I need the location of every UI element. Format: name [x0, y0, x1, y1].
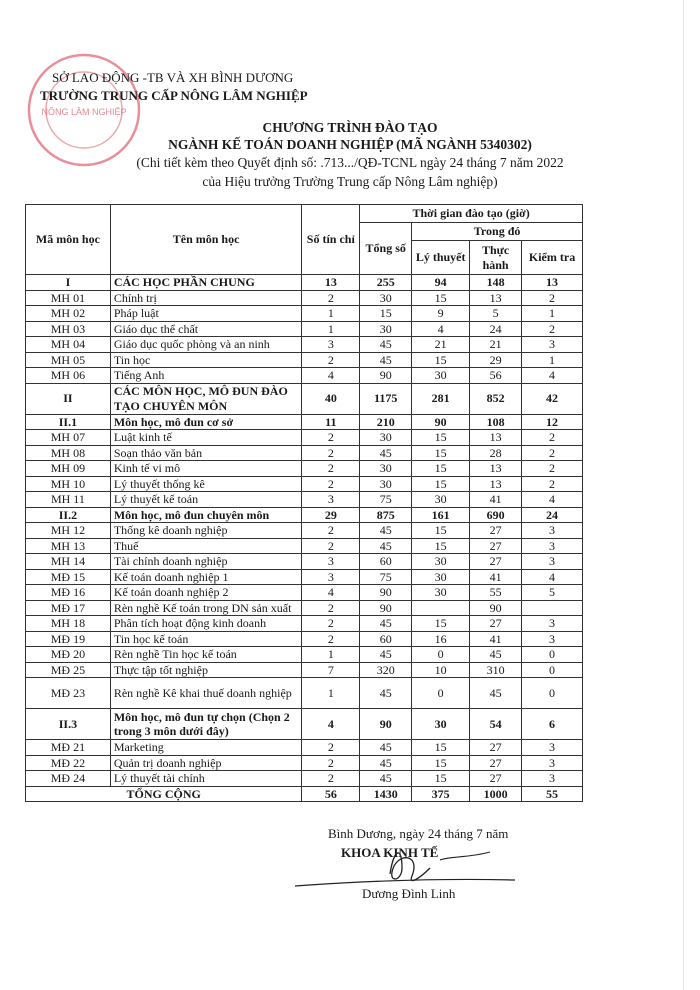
row-total: 60 [360, 554, 412, 570]
row-practice: 45 [470, 678, 522, 709]
row-name: Rèn nghề Tin học kế toán [110, 647, 302, 663]
row-name: Thống kê doanh nghiệp [110, 523, 302, 539]
row-name: Chính trị [110, 290, 302, 306]
row-name: Marketing [110, 740, 302, 756]
row-theory: 9 [412, 306, 470, 322]
col-header-name: Tên môn học [110, 205, 302, 275]
row-credits: 2 [302, 771, 360, 787]
row-code: MH 05 [26, 352, 111, 368]
row-exam [522, 600, 583, 616]
row-practice: 54 [470, 709, 522, 740]
row-total: 90 [360, 585, 412, 601]
row-code: MH 18 [26, 616, 111, 632]
row-exam: 12 [522, 414, 583, 430]
row-total: 30 [360, 321, 412, 337]
signer-name: Dương Đình Linh [362, 886, 456, 901]
table-body [26, 275, 583, 787]
row-code: MĐ 25 [26, 662, 111, 678]
row-total: 60 [360, 631, 412, 647]
row-credits: 1 [302, 321, 360, 337]
row-name: CÁC MÔN HỌC, MÔ ĐUN ĐÀO TẠO CHUYÊN MÔN [110, 383, 302, 414]
row-credits: 29 [302, 507, 360, 523]
row-code: II.2 [26, 507, 111, 523]
table-row [26, 476, 583, 492]
row-code: MH 01 [26, 290, 111, 306]
row-total: 75 [360, 492, 412, 508]
row-practice: 13 [470, 476, 522, 492]
row-total: 45 [360, 523, 412, 539]
row-total: 30 [360, 290, 412, 306]
table-row [26, 492, 583, 508]
row-theory: 21 [412, 337, 470, 353]
col-header-credits: Số tín chỉ [302, 205, 360, 275]
row-practice: 41 [470, 631, 522, 647]
row-credits: 2 [302, 461, 360, 477]
row-total: 90 [360, 368, 412, 384]
row-practice: 41 [470, 569, 522, 585]
row-total: 90 [360, 709, 412, 740]
row-name: Kế toán doanh nghiệp 1 [110, 569, 302, 585]
row-exam: 24 [522, 507, 583, 523]
row-total: 30 [360, 461, 412, 477]
row-name: Kế toán doanh nghiệp 2 [110, 585, 302, 601]
total-label: TỔNG CỘNG [26, 786, 302, 802]
row-name: Phân tích hoạt động kinh doanh [110, 616, 302, 632]
total-theory: 375 [412, 786, 470, 802]
row-practice: 108 [470, 414, 522, 430]
row-exam: 1 [522, 306, 583, 322]
table-row [26, 507, 583, 523]
row-credits: 7 [302, 662, 360, 678]
row-theory: 15 [412, 755, 470, 771]
row-credits: 2 [302, 631, 360, 647]
row-practice: 148 [470, 275, 522, 291]
row-code: II.3 [26, 709, 111, 740]
row-code: MH 04 [26, 337, 111, 353]
row-practice: 27 [470, 538, 522, 554]
org-line-2: TRƯỜNG TRUNG CẤP NÔNG LÂM NGHIỆP [40, 88, 308, 103]
row-exam: 1 [522, 352, 583, 368]
table-row [26, 523, 583, 539]
row-exam: 3 [522, 538, 583, 554]
row-name: Môn học, mô đun cơ sở [110, 414, 302, 430]
col-header-theory: Lý thuyết [412, 241, 470, 275]
row-code: I [26, 275, 111, 291]
row-exam: 3 [522, 523, 583, 539]
row-exam: 3 [522, 631, 583, 647]
decision-line: (Chi tiết kèm theo Quyết định số: .713.../QĐ-TCNL ngày 24 tháng 7 năm 2022 [136, 155, 564, 170]
row-theory: 30 [412, 492, 470, 508]
row-credits: 2 [302, 740, 360, 756]
row-credits: 1 [302, 306, 360, 322]
row-code: MĐ 22 [26, 755, 111, 771]
row-name: Giáo dục quốc phòng và an ninh [110, 337, 302, 353]
table-row [26, 585, 583, 601]
row-theory: 30 [412, 554, 470, 570]
row-practice: 13 [470, 430, 522, 446]
col-header-practice: Thực hành [470, 241, 522, 275]
row-practice: 45 [470, 647, 522, 663]
program-title: NGÀNH KẾ TOÁN DOANH NGHIỆP (MÃ NGÀNH 5340302) [168, 137, 532, 152]
row-practice: 55 [470, 585, 522, 601]
row-theory: 94 [412, 275, 470, 291]
table-row [26, 275, 583, 291]
row-theory [412, 600, 470, 616]
row-exam: 13 [522, 275, 583, 291]
row-credits: 40 [302, 383, 360, 414]
row-theory: 16 [412, 631, 470, 647]
row-exam: 2 [522, 321, 583, 337]
curriculum-table [25, 204, 583, 802]
table-row [26, 306, 583, 322]
row-theory: 0 [412, 678, 470, 709]
table-row [26, 368, 583, 384]
row-credits: 3 [302, 554, 360, 570]
row-code: MH 08 [26, 445, 111, 461]
row-credits: 4 [302, 709, 360, 740]
row-code: MĐ 21 [26, 740, 111, 756]
row-practice: 24 [470, 321, 522, 337]
row-theory: 15 [412, 538, 470, 554]
row-code: MH 02 [26, 306, 111, 322]
row-theory: 30 [412, 709, 470, 740]
table-row [26, 740, 583, 756]
row-theory: 90 [412, 414, 470, 430]
row-credits: 3 [302, 337, 360, 353]
row-credits: 2 [302, 616, 360, 632]
total-credits: 56 [302, 786, 360, 802]
place-date: Bình Dương, ngày 24 tháng 7 năm [328, 826, 509, 841]
org-line-1: SỞ LAO ĐỘNG -TB VÀ XH BÌNH DƯƠNG [52, 70, 294, 85]
row-credits: 2 [302, 523, 360, 539]
row-practice: 13 [470, 461, 522, 477]
row-theory: 15 [412, 430, 470, 446]
row-exam: 3 [522, 337, 583, 353]
row-code: MH 10 [26, 476, 111, 492]
total-hours: 1430 [360, 786, 412, 802]
row-practice: 13 [470, 290, 522, 306]
row-name: Soạn thảo văn bản [110, 445, 302, 461]
row-total: 45 [360, 740, 412, 756]
row-name: Lý thuyết kế toán [110, 492, 302, 508]
row-practice: 27 [470, 554, 522, 570]
row-name: Giáo dục thể chất [110, 321, 302, 337]
row-credits: 2 [302, 445, 360, 461]
row-exam: 3 [522, 740, 583, 756]
row-code: MH 07 [26, 430, 111, 446]
row-credits: 2 [302, 430, 360, 446]
row-credits: 11 [302, 414, 360, 430]
row-practice: 27 [470, 523, 522, 539]
row-name: Tin học kế toán [110, 631, 302, 647]
row-name: Quản trị doanh nghiệp [110, 755, 302, 771]
row-theory: 30 [412, 585, 470, 601]
row-name: Môn học, mô đun chuyên môn [110, 507, 302, 523]
table-row [26, 600, 583, 616]
table-row [26, 647, 583, 663]
table-row [26, 631, 583, 647]
row-theory: 15 [412, 771, 470, 787]
row-exam: 3 [522, 616, 583, 632]
row-practice: 27 [470, 616, 522, 632]
row-theory: 4 [412, 321, 470, 337]
row-practice: 56 [470, 368, 522, 384]
row-total: 45 [360, 337, 412, 353]
row-code: MH 06 [26, 368, 111, 384]
row-practice: 28 [470, 445, 522, 461]
table-row [26, 352, 583, 368]
row-name: Rèn nghề Kế toán trong DN sản xuất [110, 600, 302, 616]
row-code: MĐ 15 [26, 569, 111, 585]
total-exam: 55 [522, 786, 583, 802]
col-header-exam: Kiểm tra [522, 241, 583, 275]
department-name: KHOA KINH TẾ [341, 845, 439, 860]
row-practice: 852 [470, 383, 522, 414]
row-total: 45 [360, 538, 412, 554]
row-exam: 0 [522, 678, 583, 709]
table-row [26, 616, 583, 632]
table-row [26, 321, 583, 337]
table-row [26, 290, 583, 306]
table-row [26, 755, 583, 771]
row-name: Tiếng Anh [110, 368, 302, 384]
row-total: 210 [360, 414, 412, 430]
row-name: Tài chính doanh nghiệp [110, 554, 302, 570]
row-total: 45 [360, 647, 412, 663]
row-total: 320 [360, 662, 412, 678]
row-exam: 2 [522, 461, 583, 477]
table-row [26, 678, 583, 709]
row-code: MĐ 19 [26, 631, 111, 647]
row-practice: 5 [470, 306, 522, 322]
row-name: Kinh tế vi mô [110, 461, 302, 477]
row-code: II [26, 383, 111, 414]
row-theory: 161 [412, 507, 470, 523]
row-exam: 42 [522, 383, 583, 414]
col-header-code: Mã môn học [26, 205, 111, 275]
document-title: CHƯƠNG TRÌNH ĐÀO TẠO [262, 120, 438, 135]
table-row [26, 662, 583, 678]
row-total: 45 [360, 445, 412, 461]
row-theory: 15 [412, 352, 470, 368]
table-row [26, 445, 583, 461]
table-row [26, 569, 583, 585]
row-total: 30 [360, 430, 412, 446]
table-row [26, 337, 583, 353]
row-name: Pháp luật [110, 306, 302, 322]
total-practice: 1000 [470, 786, 522, 802]
row-theory: 15 [412, 523, 470, 539]
row-total: 45 [360, 755, 412, 771]
row-credits: 2 [302, 755, 360, 771]
row-total: 45 [360, 616, 412, 632]
row-credits: 13 [302, 275, 360, 291]
row-name: Rèn nghề Kê khai thuế doanh nghiệp [110, 678, 302, 709]
row-credits: 2 [302, 476, 360, 492]
row-total: 255 [360, 275, 412, 291]
row-theory: 15 [412, 616, 470, 632]
row-practice: 690 [470, 507, 522, 523]
row-name: Thực tập tốt nghiệp [110, 662, 302, 678]
row-credits: 2 [302, 538, 360, 554]
row-exam: 4 [522, 492, 583, 508]
row-code: MĐ 17 [26, 600, 111, 616]
row-credits: 2 [302, 290, 360, 306]
row-name: Luật kinh tế [110, 430, 302, 446]
row-exam: 2 [522, 476, 583, 492]
row-credits: 4 [302, 368, 360, 384]
row-theory: 0 [412, 647, 470, 663]
row-exam: 3 [522, 755, 583, 771]
row-practice: 27 [470, 740, 522, 756]
row-theory: 30 [412, 368, 470, 384]
row-code: MH 14 [26, 554, 111, 570]
row-code: II.1 [26, 414, 111, 430]
row-exam: 3 [522, 554, 583, 570]
issuer-line: của Hiệu trưởng Trường Trung cấp Nông Lâm nghiệp) [202, 174, 498, 189]
row-theory: 15 [412, 740, 470, 756]
row-credits: 1 [302, 647, 360, 663]
row-total: 90 [360, 600, 412, 616]
row-theory: 15 [412, 290, 470, 306]
row-code: MĐ 16 [26, 585, 111, 601]
row-credits: 3 [302, 569, 360, 585]
row-practice: 310 [470, 662, 522, 678]
row-theory: 10 [412, 662, 470, 678]
col-header-total: Tổng số [360, 223, 412, 275]
row-practice: 29 [470, 352, 522, 368]
row-practice: 41 [470, 492, 522, 508]
row-total: 15 [360, 306, 412, 322]
row-code: MH 13 [26, 538, 111, 554]
row-theory: 281 [412, 383, 470, 414]
row-name: CÁC HỌC PHẦN CHUNG [110, 275, 302, 291]
row-name: Thuế [110, 538, 302, 554]
row-name: Môn học, mô đun tự chọn (Chọn 2 trong 3 môn dưới đây) [110, 709, 302, 740]
row-theory: 15 [412, 476, 470, 492]
table-row [26, 383, 583, 414]
row-practice: 27 [470, 771, 522, 787]
col-header-of-which: Trong đó [412, 223, 583, 241]
row-theory: 30 [412, 569, 470, 585]
row-exam: 2 [522, 290, 583, 306]
table-row [26, 430, 583, 446]
table-row [26, 709, 583, 740]
row-credits: 1 [302, 678, 360, 709]
row-exam: 2 [522, 430, 583, 446]
row-practice: 90 [470, 600, 522, 616]
row-total: 75 [360, 569, 412, 585]
row-total: 875 [360, 507, 412, 523]
row-exam: 4 [522, 569, 583, 585]
row-theory: 15 [412, 445, 470, 461]
row-total: 30 [360, 476, 412, 492]
row-code: MH 03 [26, 321, 111, 337]
row-total: 45 [360, 352, 412, 368]
row-code: MĐ 20 [26, 647, 111, 663]
row-exam: 0 [522, 662, 583, 678]
row-exam: 5 [522, 585, 583, 601]
row-code: MH 12 [26, 523, 111, 539]
row-exam: 2 [522, 445, 583, 461]
row-credits: 2 [302, 352, 360, 368]
row-exam: 6 [522, 709, 583, 740]
row-total: 45 [360, 678, 412, 709]
table-row [26, 554, 583, 570]
row-credits: 2 [302, 600, 360, 616]
row-credits: 4 [302, 585, 360, 601]
row-total: 45 [360, 771, 412, 787]
table-row [26, 414, 583, 430]
row-name: Lý thuyết tài chính [110, 771, 302, 787]
row-total: 1175 [360, 383, 412, 414]
table-row [26, 461, 583, 477]
row-exam: 4 [522, 368, 583, 384]
row-credits: 3 [302, 492, 360, 508]
row-code: MĐ 23 [26, 678, 111, 709]
row-practice: 27 [470, 755, 522, 771]
row-code: MĐ 24 [26, 771, 111, 787]
row-name: Lý thuyết thống kê [110, 476, 302, 492]
row-name: Tin học [110, 352, 302, 368]
table-row [26, 538, 583, 554]
table-row [26, 771, 583, 787]
row-practice: 21 [470, 337, 522, 353]
col-header-time: Thời gian đào tạo (giờ) [360, 205, 583, 223]
row-theory: 15 [412, 461, 470, 477]
row-exam: 0 [522, 647, 583, 663]
row-code: MH 11 [26, 492, 111, 508]
row-code: MH 09 [26, 461, 111, 477]
svg-text:NÔNG LÂM NGHIỆP: NÔNG LÂM NGHIỆP [41, 107, 127, 117]
row-exam: 3 [522, 771, 583, 787]
